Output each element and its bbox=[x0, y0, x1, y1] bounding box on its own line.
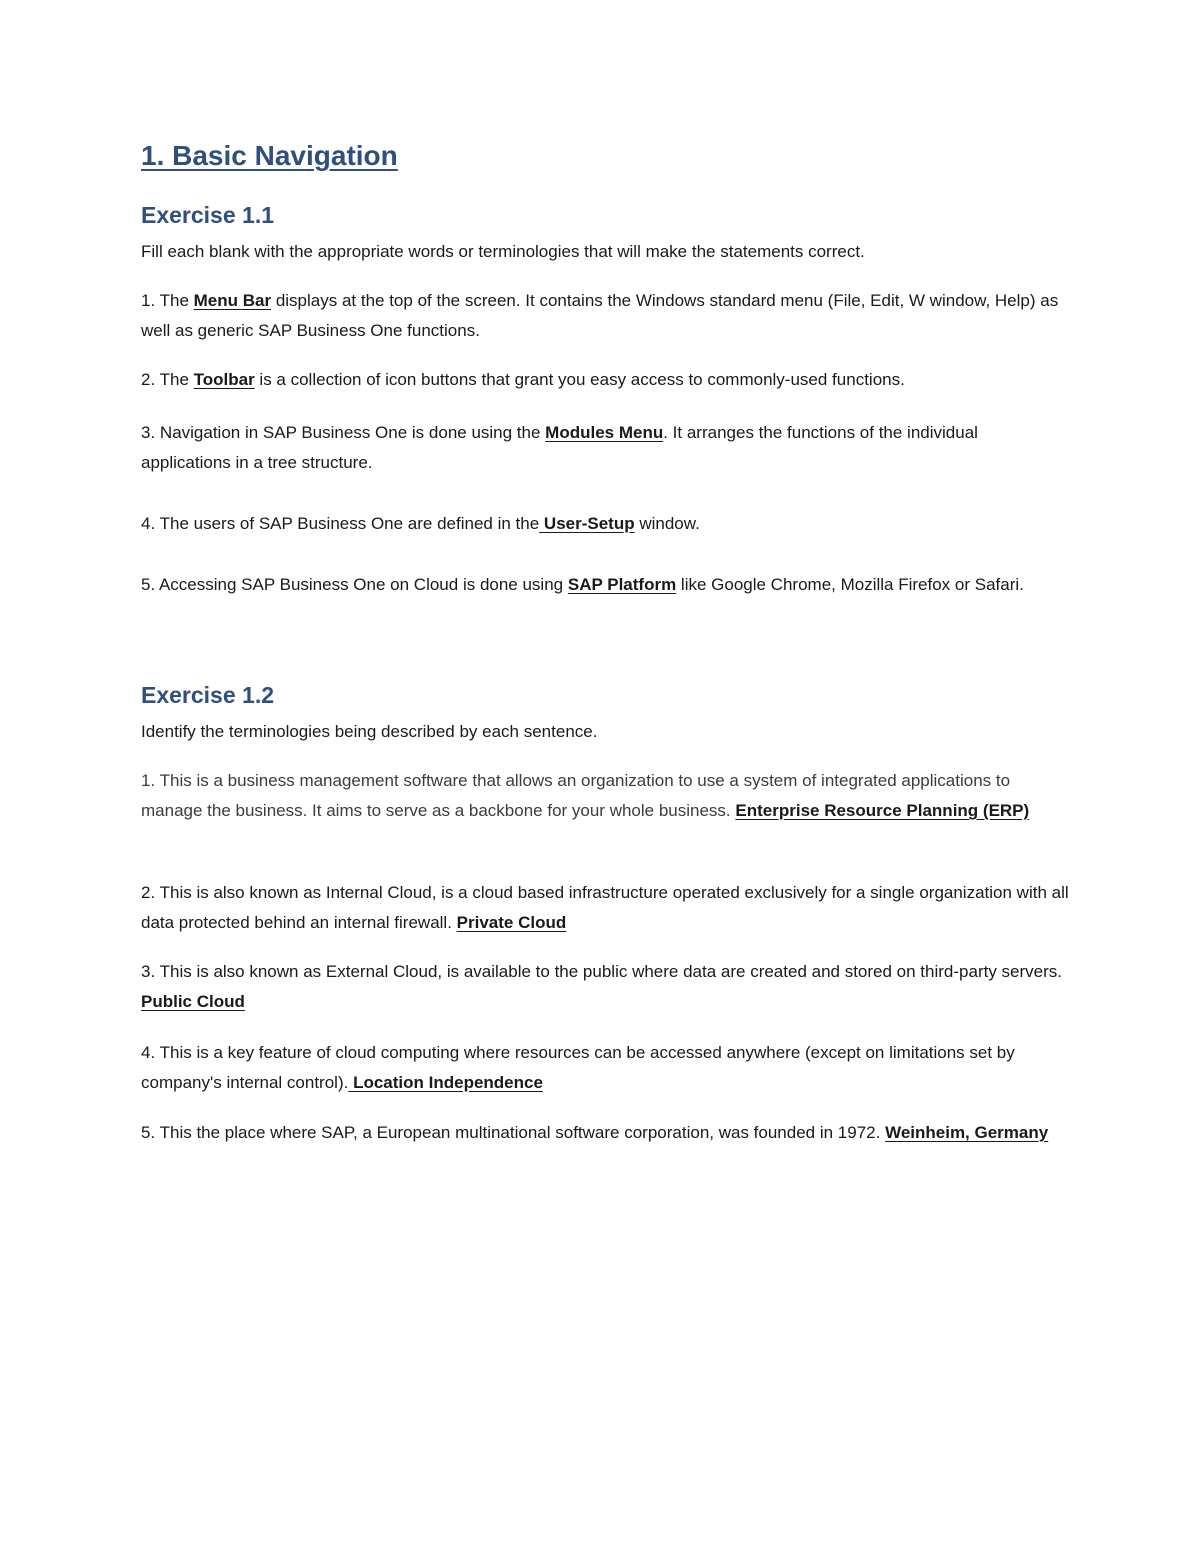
exercise-1-2-heading: Exercise 1.2 bbox=[141, 682, 275, 708]
item-answer: Modules Menu bbox=[545, 423, 664, 442]
item-number: 4. bbox=[141, 514, 156, 533]
item-number: 4. bbox=[141, 1043, 156, 1062]
item-text: This is also known as Internal Cloud, is a cloud based infrastructure operated exclusively for a single organization with all data protected behind an internal firewall. bbox=[141, 883, 1069, 932]
item-answer: Toolbar bbox=[193, 370, 255, 389]
item-answer: SAP Platform bbox=[567, 575, 677, 594]
item-number: 5. bbox=[141, 1123, 156, 1142]
exercise-1-2-item-5 bbox=[141, 1118, 1071, 1148]
item-text-after: . It arranges the functions of the individual applications in a tree structure. bbox=[141, 423, 978, 472]
item-number: 3. bbox=[141, 962, 156, 981]
page-title: 1. Basic Navigation bbox=[141, 140, 398, 171]
exercise-1-2-item-1 bbox=[141, 766, 1071, 826]
item-text-before: Navigation in SAP Business One is done using the bbox=[155, 423, 546, 442]
exercise-1-1-instruction: Fill each blank with the appropriate words or terminologies that will make the statements correct. bbox=[141, 242, 865, 261]
item-text: This is a key feature of cloud computing where resources can be accessed anywhere (except on limitations set by company's internal control). bbox=[141, 1043, 1015, 1092]
item-text-before: The bbox=[155, 291, 194, 310]
exercise-1-1-item-5 bbox=[141, 570, 1071, 600]
item-text-before: Accessing SAP Business One on Cloud is done using bbox=[155, 575, 568, 594]
item-answer: Menu Bar bbox=[193, 291, 272, 310]
item-answer: Private Cloud bbox=[456, 913, 567, 932]
item-answer: User-Setup bbox=[539, 514, 635, 533]
exercise-1-2-instruction: Identify the terminologies being described by each sentence. bbox=[141, 722, 598, 741]
exercise-1-2-item-4 bbox=[141, 1038, 1071, 1098]
item-answer: Weinheim, Germany bbox=[885, 1123, 1049, 1142]
exercise-1-2-item-3 bbox=[141, 957, 1071, 1017]
item-text-before: The users of SAP Business One are defined in the bbox=[155, 514, 540, 533]
item-number: 5. bbox=[141, 575, 156, 594]
item-number: 1. bbox=[141, 771, 156, 790]
exercise-1-1-item-1 bbox=[141, 286, 1071, 346]
item-text-after: is a collection of icon buttons that grant you easy access to commonly-used functions. bbox=[254, 370, 905, 389]
exercise-1-1-heading: Exercise 1.1 bbox=[141, 202, 275, 228]
exercise-1-1-item-3 bbox=[141, 418, 1071, 478]
item-answer: Public Cloud bbox=[141, 992, 245, 1011]
exercise-1-1-item-4 bbox=[141, 509, 1071, 539]
exercise-1-2-item-2 bbox=[141, 878, 1071, 938]
item-number: 2. bbox=[141, 883, 156, 902]
item-answer: Location Independence bbox=[348, 1073, 543, 1092]
item-text-after: displays at the top of the screen. It contains the Windows standard menu (File, Edit, W window, Help) as well as generic SAP Business One functions. bbox=[141, 291, 1059, 340]
exercise-1-1-item-2 bbox=[141, 365, 1071, 395]
item-text: This the place where SAP, a European multinational software corporation, was founded in 1972. bbox=[155, 1123, 886, 1142]
item-number: 2. bbox=[141, 370, 156, 389]
item-answer: Enterprise Resource Planning (ERP) bbox=[735, 801, 1030, 820]
item-number: 3. bbox=[141, 423, 156, 442]
item-number: 1. bbox=[141, 291, 156, 310]
item-text-after: window. bbox=[634, 514, 700, 533]
item-text: This is a business management software that allows an organization to use a system of integrated applications to manage the business. It aims to serve as a backbone for your whole business. bbox=[141, 771, 1011, 820]
item-text-after: like Google Chrome, Mozilla Firefox or Safari. bbox=[676, 575, 1024, 594]
item-text: This is also known as External Cloud, is available to the public where data are created and stored on third-party servers. bbox=[155, 962, 1063, 981]
item-text-before: The bbox=[155, 370, 194, 389]
